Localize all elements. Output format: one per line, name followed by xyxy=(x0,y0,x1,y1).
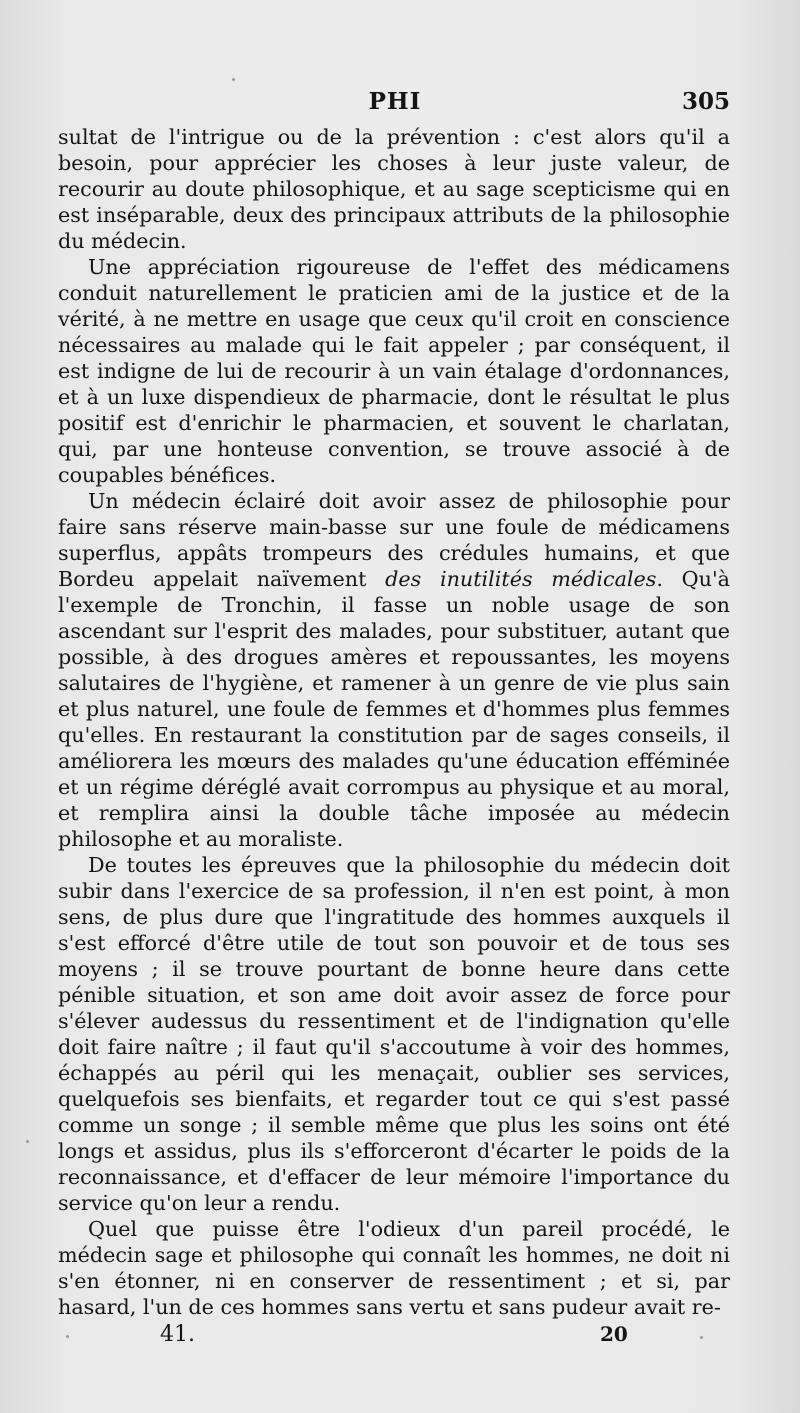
signature-mark-left: 41. xyxy=(160,1322,195,1347)
signature-mark-right: 20 xyxy=(600,1322,628,1346)
page-header xyxy=(60,88,730,122)
paragraph-text-after: . Qu'à l'exemple de Tronchin, il fasse un noble usage de son ascendant sur l'esprit des malades, pour substituer, autant que possible, à des drogues amères et repoussantes, les moyens salutaires de l'hygiène, et ramener à un genre de vie plus sain et plus naturel, une foule de femmes et d'hommes plus femmes qu'elles. En restaurant la constitution par de sages conseils, il améliorera les mœurs des malades qu'une éducation efféminée et un régime déréglé avait corrompus au physique et au moral, et remplira ainsi la double tâche imposée au médecin philosophe et au moraliste. xyxy=(58,567,730,851)
paragraph-procede: Quel que puisse être l'odieux d'un pareil procédé, le médecin sage et philosophe qui connaît les hommes, ne doit ni s'en étonner, ni en conserver de ressentiment ; et si, par hasard, l'un de ces hommes sans vertu et sans pudeur avait re- xyxy=(58,1217,730,1319)
running-head: PHI xyxy=(368,88,422,115)
paper-speck xyxy=(700,1336,703,1339)
paragraph-medecin-eclaire xyxy=(58,488,730,852)
page-footer xyxy=(60,1322,730,1352)
italic-quote: des inutilités médicales xyxy=(385,567,657,591)
body-text xyxy=(58,124,730,1320)
paragraph-text-before: Un médecin éclairé doit avoir assez de philosophie pour faire sans réserve main-basse sur une foule de médicamens superflus, appâts trompeurs des crédules humains, et que Bordeu appelait naïvement xyxy=(58,489,730,591)
paper-speck xyxy=(26,1140,29,1143)
paper-speck xyxy=(232,78,235,81)
paragraph-ingratitude: De toutes les épreuves que la philosophie du médecin doit subir dans l'exercice de sa profession, il n'en est point, à mon sens, de plus dure que l'ingratitude des hommes auxquels il s'est efforcé d'être utile de tout son pouvoir et de tous ses moyens ; il se trouve pourtant de bonne heure dans cette pénible situation, et son ame doit avoir assez de force pour s'élever audessus du ressentiment et de l'indignation qu'elle doit faire naître ; il faut qu'il s'accoutume à voir des hommes, échappés au péril qui les menaçait, oublier ses services, quelquefois ses bienfaits, et regarder tout ce qui s'est passé comme un songe ; il semble même que plus les soins ont été longs et assidus, plus ils s'efforceront d'écarter le poids de la reconnaissance, et d'effacer de leur mémoire l'importance du service qu'on leur a rendu. xyxy=(58,853,730,1215)
paper-speck xyxy=(66,1335,69,1338)
paragraph-medicaments: Une appréciation rigoureuse de l'effet des médicamens conduit naturellement le praticien ami de la justice et de la vérité, à ne mettre en usage que ceux qu'il croit en conscience nécessaires au malade qui le fait appeler ; par conséquent, il est indigne de lui de recourir à un vain étalage d'ordonnances, et à un luxe dispendieux de pharmacie, dont le résultat le plus positif est d'enrichir le pharmacien, et souvent le charlatan, qui, par une honteuse convention, se trouve associé à de coupables bénéfices. xyxy=(58,255,730,487)
page-number: 305 xyxy=(681,88,730,115)
paragraph-continued: sultat de l'intrigue ou de la prévention : c'est alors qu'il a besoin, pour apprécier les choses à leur juste valeur, de recourir au doute philosophique, et au sage scepticisme qui en est inséparable, deux des principaux attributs de la philosophie du médecin. xyxy=(58,125,730,253)
